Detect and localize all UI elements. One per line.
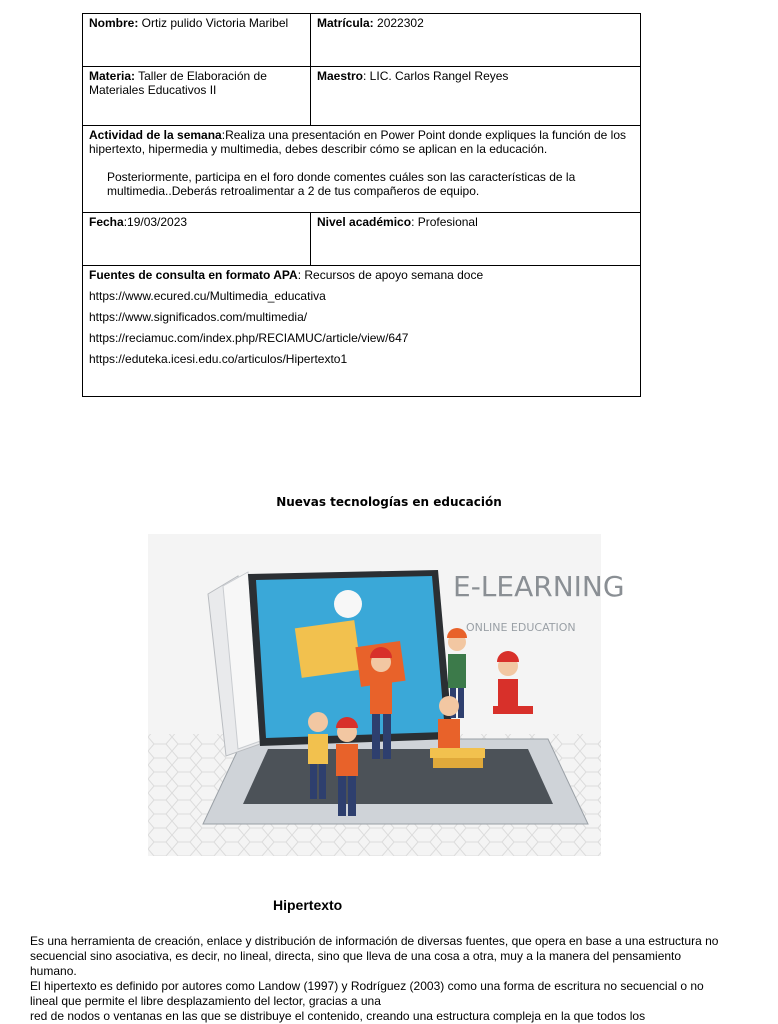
- paragraph: red de nodos o ventanas en las que se distribuye el contenido, creando una estructura compleja en la que todos los: [30, 1009, 646, 1023]
- nivel-cell: [311, 213, 641, 266]
- source-link[interactable]: https://eduteka.icesi.edu.co/articulos/Hipertexto1: [89, 352, 348, 366]
- actividad-cell: [83, 126, 641, 213]
- maestro-label: Maestro: [317, 69, 364, 83]
- fuentes-cell: [83, 266, 641, 397]
- section-body: [30, 934, 730, 1024]
- laptop-keyboard: [243, 749, 553, 804]
- matricula-cell: [311, 14, 641, 67]
- fuentes-value: : Recursos de apoyo semana doce: [297, 268, 484, 282]
- maestro-cell: [311, 67, 641, 126]
- paragraph: El hipertexto es definido por autores como Landow (1997) y Rodríguez (2003) como una forma de escritura no secuencial o no lineal que permite el libre desplazamiento del lector, gracias a una: [30, 979, 704, 1008]
- nombre-value: Ortiz pulido Victoria Maribel: [138, 16, 289, 30]
- info-table: [82, 13, 641, 397]
- nombre-cell: [83, 14, 311, 67]
- section-heading: Hipertexto: [273, 897, 343, 913]
- source-link[interactable]: https://www.ecured.cu/Multimedia_educativa: [89, 289, 326, 303]
- maestro-value: : LIC. Carlos Rangel Reyes: [363, 69, 509, 83]
- matricula-value: 2022302: [373, 16, 424, 30]
- paragraph: Es una herramienta de creación, enlace y distribución de información de diversas fuentes, que opera en base a una estructura no secuencial sino asociativa, es decir, no lineal, directa, sino que lleva de una cosa a otra, muy a la manera del pensamiento humano.: [30, 934, 719, 978]
- nivel-value: : Profesional: [411, 215, 478, 229]
- illustration-title: E-LEARNING: [453, 570, 625, 603]
- materia-cell: [83, 67, 311, 126]
- materia-label: Materia:: [89, 69, 136, 83]
- actividad-value: :Realiza una presentación en Power Point donde expliques la función de los hipertexto, hipermedia y multimedia, debes describir cómo se aplican en la educación.: [89, 128, 627, 156]
- materia-value: Taller de Elaboración de Materiales Educativos II: [89, 69, 267, 97]
- nombre-label: Nombre:: [89, 16, 139, 30]
- elearning-illustration-graphic: [148, 534, 625, 856]
- actividad-extra: Posteriormente, participa en el foro donde comentes cuáles son las características de la multimedia..Deberás retroalimentar a 2 de tus compañeros de equipo.: [107, 170, 576, 198]
- source-link[interactable]: https://www.significados.com/multimedia/: [89, 310, 308, 324]
- illustration-subtitle: ONLINE EDUCATION: [466, 621, 576, 634]
- fecha-cell: [83, 213, 311, 266]
- actividad-label: Actividad de la semana: [89, 128, 222, 142]
- matricula-label: Matrícula:: [317, 16, 374, 30]
- source-link[interactable]: https://reciamuc.com/index.php/RECIAMUC/article/view/647: [89, 331, 409, 345]
- fuentes-label: Fuentes de consulta en formato APA: [89, 268, 298, 282]
- elearning-illustration: [148, 534, 625, 856]
- page-title: Nuevas tecnologías en educación: [276, 495, 502, 509]
- nivel-label: Nivel académico: [317, 215, 412, 229]
- screen-cloud-icon: [334, 590, 362, 618]
- fecha-value: :19/03/2023: [123, 215, 188, 229]
- fecha-label: Fecha: [89, 215, 124, 229]
- screen-building-icon: [295, 620, 361, 678]
